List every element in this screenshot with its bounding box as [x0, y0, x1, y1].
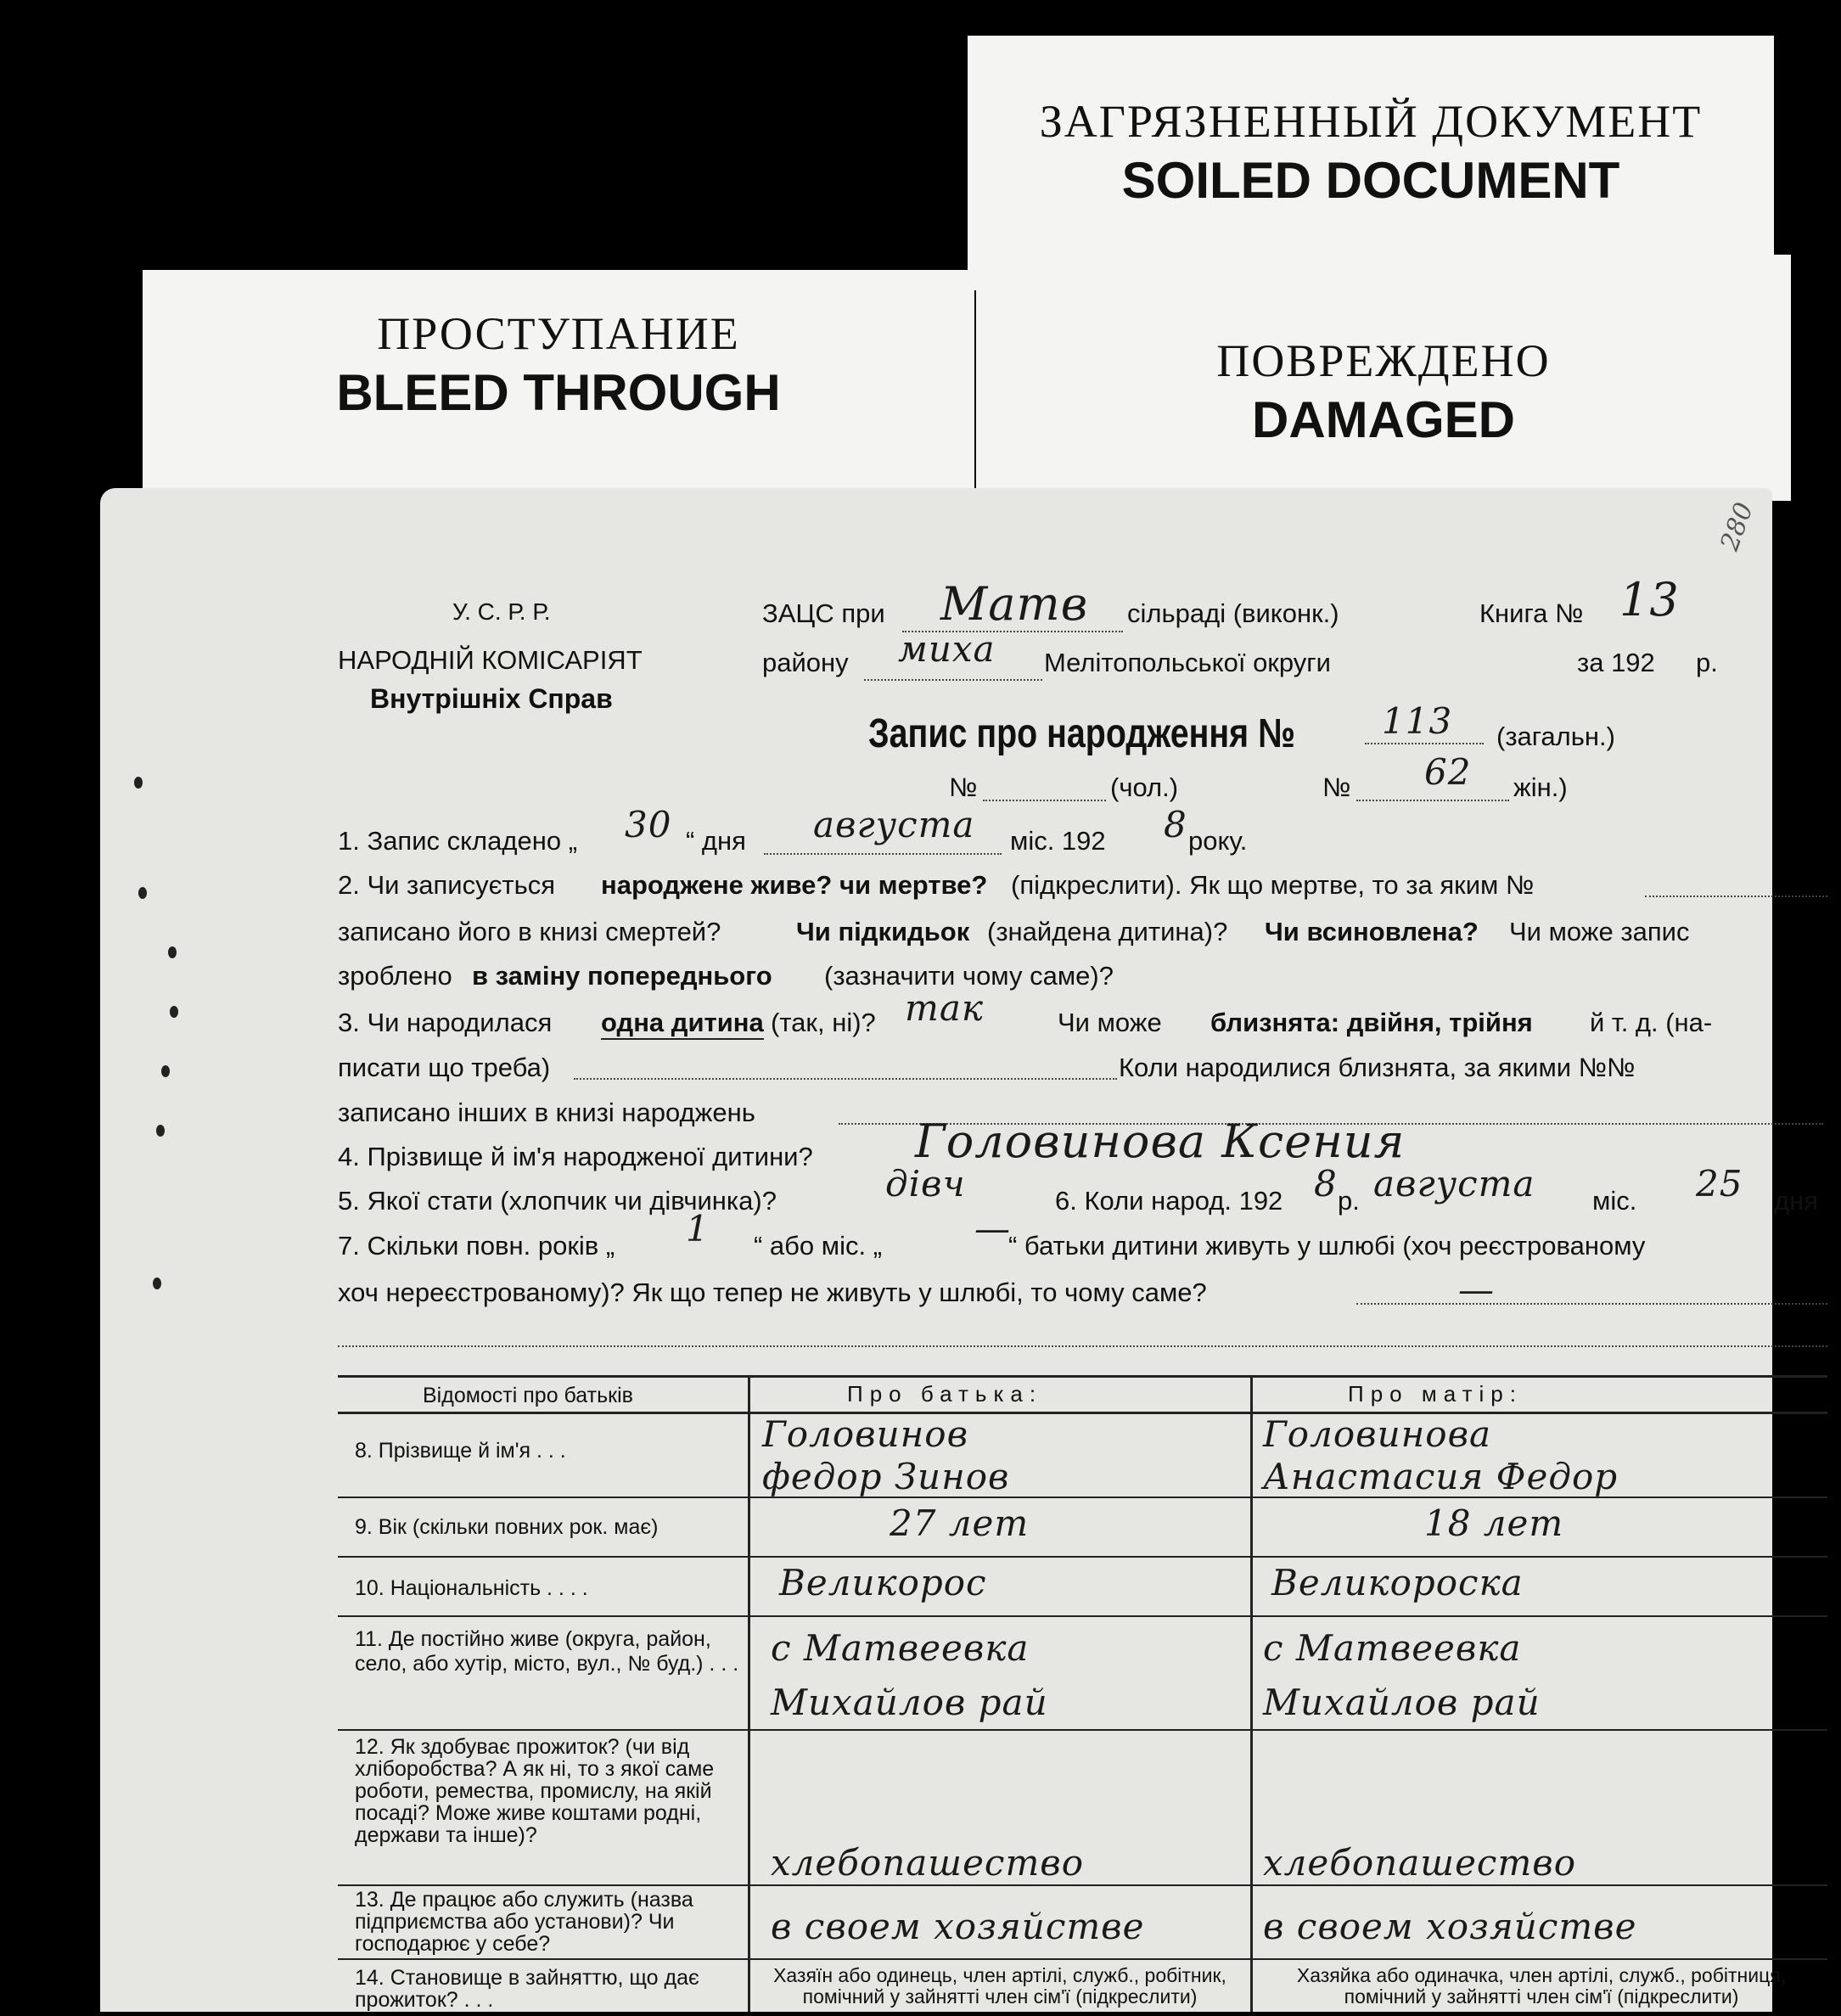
- header-internal-affairs: Внутрішніх Справ: [370, 683, 613, 714]
- bleed-label-ru: ПРОСТУПАНИЕ: [377, 308, 740, 359]
- line3-g: писати що треба): [338, 1053, 551, 1082]
- female-no-label: №: [1322, 772, 1351, 802]
- birth-month-handwritten: августа: [1373, 1163, 1535, 1205]
- row-border: [338, 1615, 1827, 1617]
- male-no-underline: [983, 800, 1106, 801]
- punch-hole: [161, 1065, 170, 1077]
- soiled-label-ru: ЗАГРЯЗНЕННЫЙ ДОКУМЕНТ: [1039, 96, 1703, 147]
- mother-age-handwritten: 18 лет: [1424, 1502, 1564, 1544]
- father-residence-handwritten: с Матвеевка Михайлов рай: [771, 1627, 1048, 1723]
- col-header-info: Відомості про батьків: [423, 1384, 633, 1407]
- col-header-father: Про батька:: [847, 1381, 1043, 1407]
- book-number-handwritten: 13: [1619, 573, 1680, 626]
- line1-month-underline: [764, 853, 1002, 855]
- marriage-months-handwritten: —: [974, 1208, 1011, 1249]
- rayon-handwritten: миха: [898, 628, 996, 670]
- line2-k: (зазначити чому саме)?: [824, 961, 1114, 991]
- line6-b: р.: [1338, 1186, 1360, 1216]
- line1-month-label: міс. 192: [1010, 826, 1106, 856]
- line7-underline: [1356, 1303, 1827, 1305]
- father-nationality-handwritten: Великорос: [779, 1562, 987, 1603]
- line2-h: Чи може запис: [1509, 917, 1690, 946]
- row-label: 8. Прізвище й ім'я . . .: [355, 1439, 566, 1463]
- col-header-mother: Про матір:: [1348, 1381, 1523, 1407]
- bleed-label-en: BLEED THROUGH: [336, 364, 781, 421]
- row-label: 13. Де працює або служить (назва підприємства або установи)? Чи господарює у себе?: [355, 1888, 693, 1956]
- title-general: (загальн.): [1496, 722, 1615, 751]
- header-commissariat: НАРОДНІЙ КОМІСАРІЯТ: [338, 645, 643, 675]
- line1-year-handwritten: 8: [1164, 804, 1187, 845]
- corner-archive-number: 280: [1715, 498, 1760, 555]
- damaged-label-ru: ПОВРЕЖДЕНО: [1216, 335, 1551, 386]
- table-col-divider-1: [748, 1375, 750, 2012]
- line2-b: народжене живе? чи мертве?: [601, 870, 988, 900]
- father-occupation-handwritten: хлебопашество: [771, 1842, 1085, 1884]
- row-label: 14. Становище в зайняттю, що дає прожиток? . . .: [355, 1966, 699, 2012]
- punch-hole: [170, 1006, 178, 1018]
- mother-occupation-handwritten: хлебопашество: [1263, 1842, 1577, 1884]
- punch-hole: [156, 1125, 165, 1137]
- punch-hole: [138, 887, 147, 899]
- line3-a: 3. Чи народилася: [338, 1008, 553, 1037]
- line1-prefix: 1. Запис складено „: [338, 826, 578, 856]
- zags-prefix: ЗАЦС при: [762, 598, 885, 628]
- line1-month-handwritten: августа: [813, 804, 975, 845]
- child-sex-handwritten: дівч: [885, 1163, 966, 1205]
- line3-underline: [574, 1078, 1117, 1080]
- line3-i: записано інших в книзі народжень: [338, 1098, 755, 1127]
- child-name-handwritten: Головинова Ксения: [915, 1115, 1406, 1168]
- line2-j: в заміну попереднього: [472, 961, 772, 991]
- father-name-handwritten: Головинов федор Зинов: [762, 1413, 1010, 1497]
- line5-a: 5. Якої стати (хлопчик чи дівчинка)?: [338, 1186, 777, 1216]
- line2-d: записано його в книзі смертей?: [338, 917, 721, 946]
- line2-underline: [1645, 896, 1827, 897]
- female-number-handwritten: 62: [1424, 751, 1472, 793]
- father-workplace-handwritten: в своем хозяйстве: [771, 1906, 1145, 1947]
- soiled-document-label: [968, 36, 1774, 290]
- father-employment-status: Хазяїн або одинець, член артілі, служб., робітник, помічний у зайнятті член сім'ї (підкреслити): [773, 1964, 1226, 2008]
- line1-year-label: року.: [1188, 826, 1248, 856]
- marriage-years-handwritten: 1: [686, 1208, 710, 1249]
- birth-record-form: [100, 488, 1818, 2012]
- damaged-label: [976, 255, 1791, 501]
- punch-hole: [168, 946, 177, 958]
- line2-f: (знайдена дитина)?: [987, 917, 1228, 946]
- punch-hole: [134, 777, 143, 789]
- header-ussr: У. С. Р. Р.: [452, 598, 551, 625]
- line7-handwritten: —: [1458, 1269, 1495, 1311]
- rayon-underline: [864, 679, 1042, 681]
- damaged-label-en: DAMAGED: [1252, 391, 1515, 448]
- line2-g: Чи всиновлена?: [1265, 917, 1479, 946]
- mother-employment-status: Хазяйка або одиначка, член артілі, служб., робітниця, помічний у зайнятті член сім'ї (підкреслити): [1296, 1964, 1787, 2008]
- line7-b: “ або міс. „: [754, 1231, 883, 1261]
- line6-d: дня: [1774, 1186, 1818, 1216]
- table-top-border: [338, 1375, 1827, 1378]
- line2-c: (підкреслити). Як що мертве, то за яким №: [1011, 870, 1535, 900]
- female-label: жін.): [1513, 772, 1568, 802]
- record-number-underline: [1365, 743, 1484, 744]
- row-border: [338, 1556, 1827, 1558]
- mother-residence-handwritten: с Матвеевка Михайлов рай: [1263, 1627, 1541, 1723]
- line7-a: 7. Скільки повн. років „: [338, 1231, 615, 1261]
- male-no-label: №: [949, 772, 978, 802]
- rayon-suffix: Мелітопольської округи: [1044, 648, 1331, 677]
- book-label: Книга №: [1479, 598, 1584, 628]
- row-border: [338, 1729, 1827, 1731]
- line4-a: 4. Прізвище й ім'я народженої дитини?: [338, 1142, 813, 1171]
- row-border: [338, 1884, 1827, 1886]
- line3-e: близнята: двійня, трійня: [1210, 1008, 1533, 1037]
- line1-day-label: “ дня: [686, 826, 746, 856]
- soiled-label-en: SOILED DOCUMENT: [1121, 152, 1620, 209]
- birth-day-handwritten: 25: [1696, 1163, 1743, 1205]
- line6-c: міс.: [1592, 1186, 1637, 1216]
- row-label: 11. Де постійно живе (округа, район, село, або хутір, місто, вул., № буд.) . . .: [355, 1627, 739, 1676]
- row-label: 12. Як здобуває прожиток? (чи від хліборобства? А як ні, то з якої саме роботи, ремества, промислу, на якій посаді? Може живе коштами родні, держави та інше)?: [355, 1735, 715, 1847]
- mother-nationality-handwritten: Великороска: [1271, 1562, 1524, 1603]
- zags-village-handwritten: Матв: [940, 577, 1089, 631]
- table-col-divider-2: [1250, 1375, 1253, 2012]
- year-suffix: р.: [1696, 648, 1718, 677]
- form-title: Запис про народження №: [868, 711, 1295, 756]
- line3-d: Чи може: [1058, 1008, 1162, 1037]
- year-label: за 192: [1577, 648, 1655, 677]
- row-border: [338, 1958, 1827, 1960]
- line2-i: зроблено: [338, 961, 452, 991]
- line3-h: Коли народилися близнята, за якими №№: [1119, 1053, 1636, 1082]
- line1-day-handwritten: 30: [625, 804, 672, 845]
- punch-hole: [153, 1278, 161, 1289]
- rayon-prefix: району: [762, 648, 849, 677]
- line3-c: (так, ні)?: [771, 1008, 876, 1037]
- line7-c: “ батьки дитини живуть у шлюбі (хоч реєстрованому: [1008, 1231, 1646, 1261]
- line2-e: Чи підкидьок: [796, 917, 970, 946]
- zags-suffix: сільраді (виконк.): [1127, 598, 1339, 628]
- father-age-handwritten: 27 лет: [890, 1502, 1030, 1544]
- row-label: 9. Вік (скільки повних рок. має): [355, 1515, 659, 1539]
- mother-workplace-handwritten: в своем хозяйстве: [1263, 1906, 1637, 1947]
- bleed-through-label: [143, 270, 974, 516]
- line3-f: й т. д. (на-: [1590, 1008, 1713, 1037]
- line3-single-handwritten: так: [905, 987, 984, 1029]
- line7-d: хоч нереєстрованому)? Як що тепер не живуть у шлюбі, то чому саме?: [338, 1278, 1207, 1307]
- row-border: [338, 1497, 1827, 1498]
- male-label: (чол.): [1110, 772, 1179, 802]
- line6-a: 6. Коли народ. 192: [1055, 1186, 1283, 1216]
- line2-a: 2. Чи записується: [338, 870, 556, 900]
- birth-year-handwritten: 8: [1314, 1163, 1338, 1205]
- mother-name-handwritten: Головинова Анастасия Федор: [1263, 1413, 1619, 1497]
- line7-extra-underline: [338, 1345, 1827, 1347]
- female-no-underline: [1356, 800, 1509, 801]
- line3-b: одна дитина: [601, 1008, 764, 1040]
- row-label: 10. Національність . . . .: [355, 1576, 588, 1600]
- record-number-handwritten: 113: [1382, 700, 1453, 742]
